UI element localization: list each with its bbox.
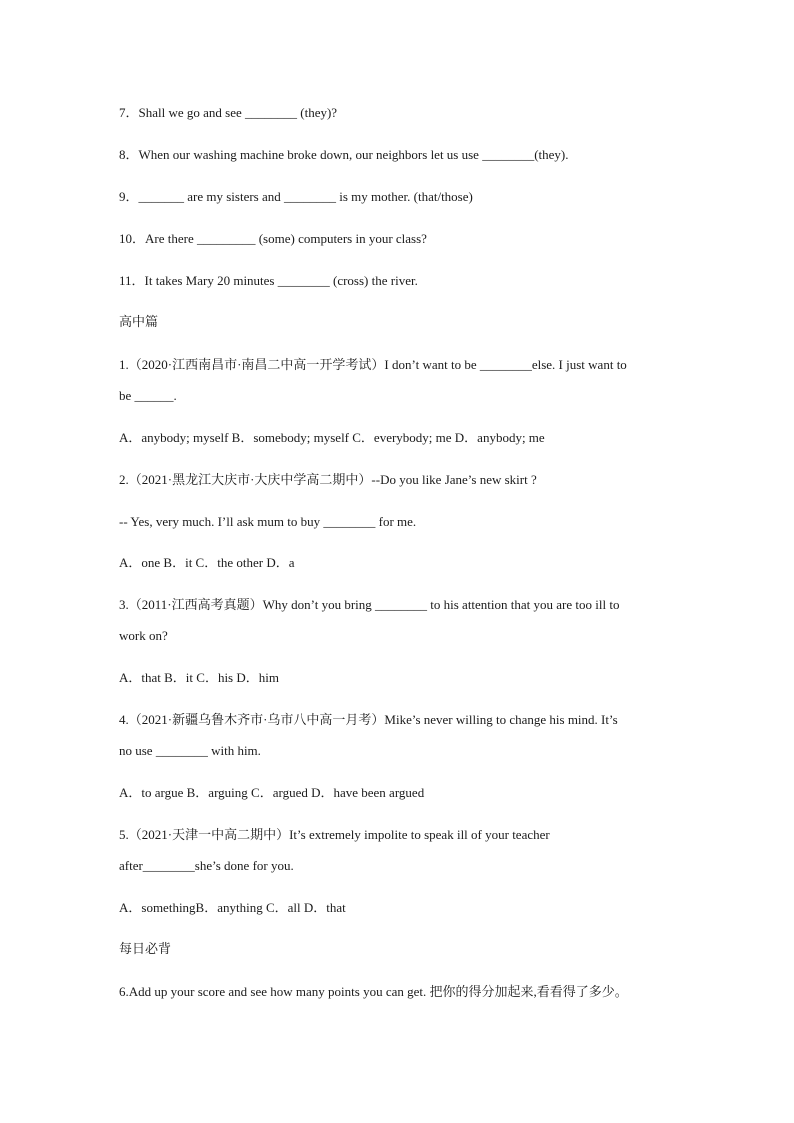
hs-question-2-line-1: 2.（2021·黑龙江大庆市·大庆中学高二期中）--Do you like Jane’s new skirt ? bbox=[119, 472, 537, 487]
hs-question-5-line-2: after________she’s done for you. bbox=[119, 858, 294, 873]
question-11: 11．It takes Mary 20 minutes ________ (cross) the river. bbox=[119, 273, 418, 288]
question-8: 8．When our washing machine broke down, our neighbors let us use ________(they). bbox=[119, 147, 569, 162]
hs-question-4-options: A．to argue B．arguing C．argued D．have been argued bbox=[119, 785, 425, 800]
question-9: 9．_______ are my sisters and ________ is my mother. (that/those) bbox=[119, 189, 473, 204]
hs-question-3-line-2: work on? bbox=[119, 628, 168, 643]
hs-question-2-options: A．one B．it C．the other D．a bbox=[119, 555, 295, 570]
hs-question-3-line-1: 3.（2011·江西高考真题）Why don’t you bring ________ to his attention that you are too ill to bbox=[119, 597, 620, 612]
question-7: 7．Shall we go and see ________ (they)? bbox=[119, 105, 338, 120]
hs-question-5-options: A．somethingB．anything C．all D．that bbox=[119, 900, 346, 915]
hs-question-4-line-1: 4.（2021·新疆乌鲁木齐市·乌市八中高一月考）Mike’s never willing to change his mind. It’s bbox=[119, 712, 618, 727]
hs-question-1-line-1: 1.（2020·江西南昌市·南昌二中高一开学考试）I don’t want to be ________else. I just want to bbox=[119, 357, 627, 372]
question-10: 10．Are there _________ (some) computers in your class? bbox=[119, 231, 427, 246]
daily-sentence-6: 6.Add up your score and see how many points you can get. 把你的得分加起来,看看得了多少。 bbox=[119, 984, 628, 999]
section-heading-daily-memorize: 每日必背 bbox=[119, 942, 172, 957]
hs-question-1-options: A．anybody; myself B．somebody; myself C．everybody; me D．anybody; me bbox=[119, 430, 545, 445]
hs-question-3-options: A．that B．it C．his D．him bbox=[119, 670, 279, 685]
hs-question-5-line-1: 5.（2021·天津一中高二期中）It’s extremely impolite to speak ill of your teacher bbox=[119, 827, 550, 842]
hs-question-1-line-2: be ______. bbox=[119, 388, 177, 403]
hs-question-2-line-2: -- Yes, very much. I’ll ask mum to buy ________ for me. bbox=[119, 514, 417, 529]
hs-question-4-line-2: no use ________ with him. bbox=[119, 743, 261, 758]
section-heading-high-school: 高中篇 bbox=[119, 315, 159, 330]
